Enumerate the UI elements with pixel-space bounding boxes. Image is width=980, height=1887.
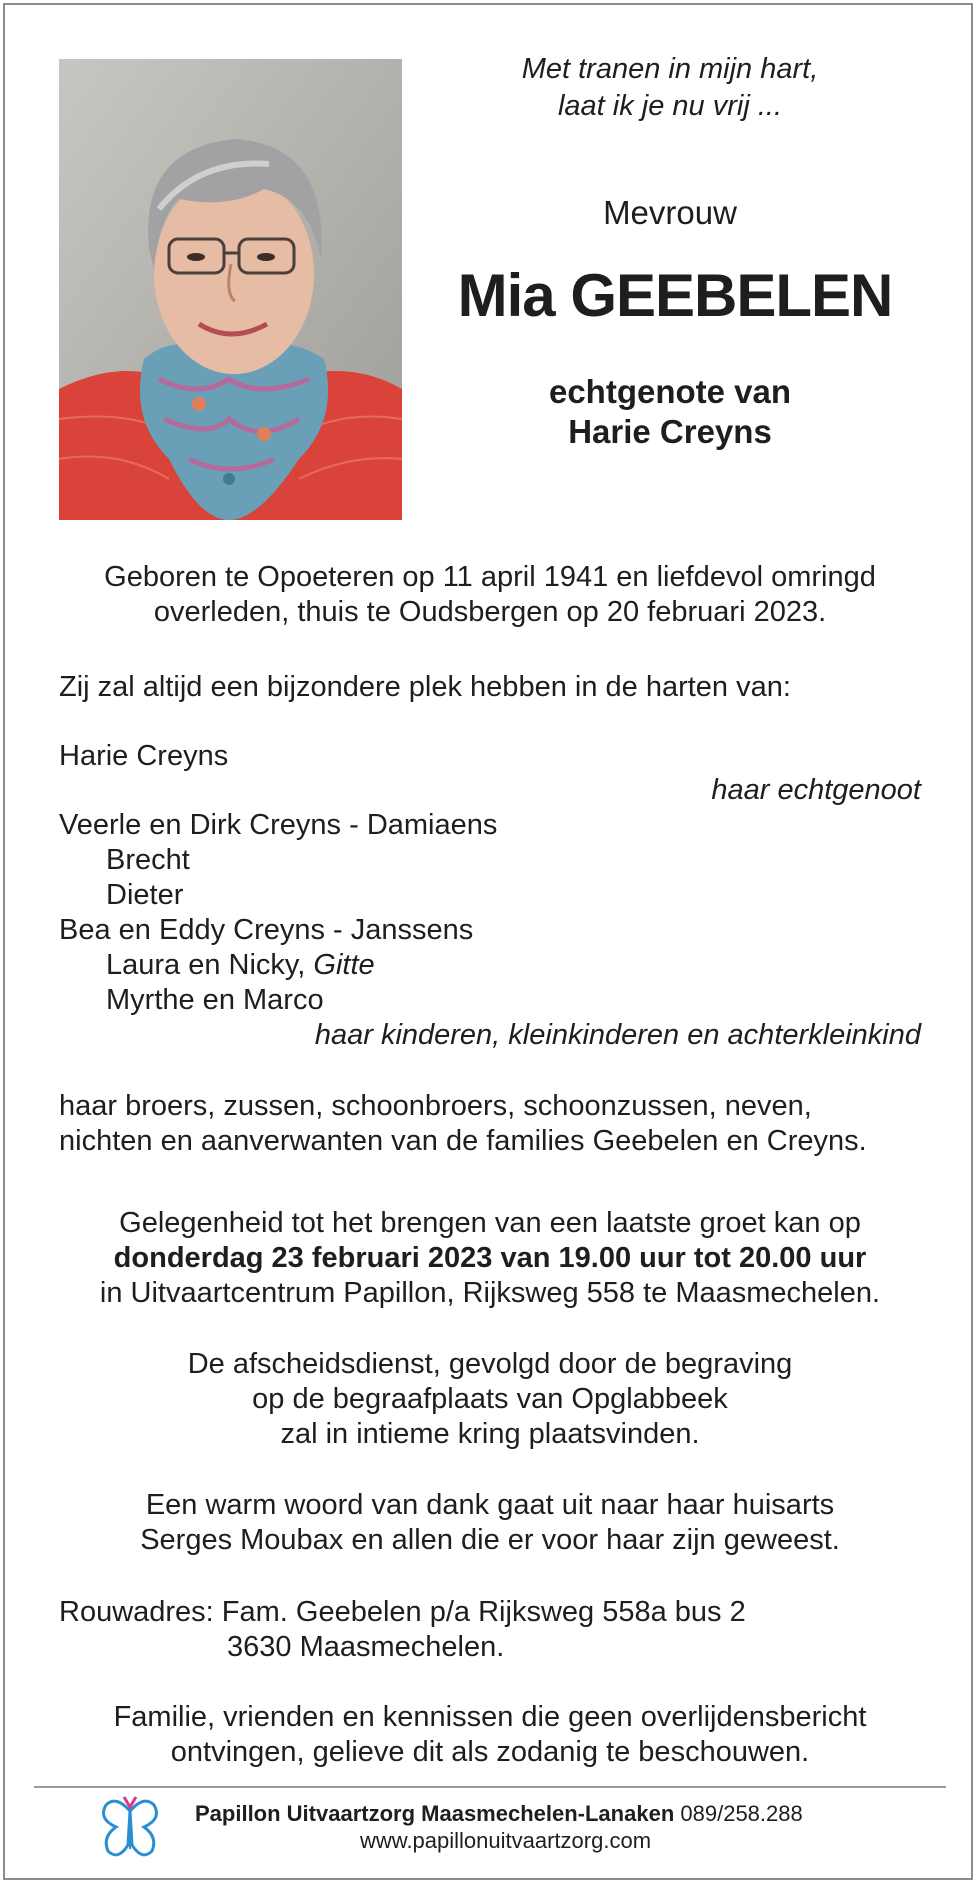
- mourning-address: Rouwadres: Fam. Geebelen p/a Rijksweg 558a bus 2: [59, 1596, 746, 1628]
- service-line-3: zal in intieme kring plaatsvinden.: [280, 1418, 700, 1450]
- visitation: [40, 1206, 940, 1311]
- family-line-1: Veerle en Dirk Creyns - Damiaens: [59, 809, 498, 841]
- footer-divider: [34, 1786, 946, 1788]
- husband-relation: haar echtgenoot: [711, 774, 921, 806]
- grandchild-3-main: Laura en Nicky,: [106, 949, 306, 981]
- funeral-service: [40, 1347, 940, 1452]
- birth-line-1: Geboren te Opoeteren op 11 april 1941 en liefdevol omringd: [104, 561, 876, 593]
- grandchild-1: Brecht: [106, 844, 190, 876]
- notice: [40, 1700, 940, 1770]
- relatives-line-1: haar broers, zussen, schoonbroers, schoonzussen, neven,: [59, 1090, 812, 1122]
- footer-phone: 089/258.288: [680, 1801, 803, 1826]
- relatives-line-2: nichten en aanverwanten van de families Geebelen en Creyns.: [59, 1125, 867, 1157]
- grandchild-3: [106, 948, 375, 983]
- spouse-label: echtgenote van: [548, 373, 792, 410]
- honorific: Mevrouw: [603, 194, 737, 231]
- service-line-1: De afscheidsdienst, gevolgd door de begraving: [187, 1348, 793, 1380]
- butterfly-logo-icon: [100, 1793, 160, 1868]
- spouse-name: Harie Creyns: [568, 413, 772, 450]
- footer-website[interactable]: www.papillonuitvaartzorg.com: [360, 1828, 652, 1853]
- thanks-line-1: Een warm woord van dank gaat uit naar haar huisarts: [145, 1489, 835, 1521]
- birth-info: [40, 560, 940, 630]
- grandchild-4: Myrthe en Marco: [106, 984, 324, 1016]
- poem: [430, 51, 910, 125]
- notice-line-1: Familie, vrienden en kennissen die geen overlijdensbericht: [113, 1701, 867, 1733]
- great-grandchild: Gitte: [313, 949, 375, 981]
- husband-name: Harie Creyns: [59, 740, 229, 772]
- visit-datetime: donderdag 23 februari 2023 van 19.00 uur tot 20.00 uur: [113, 1242, 867, 1274]
- poem-line-2: laat ik je nu vrij ...: [557, 90, 783, 122]
- spouse-block: [430, 372, 910, 452]
- family-intro: Zij zal altijd een bijzondere plek hebben in de harten van:: [59, 671, 791, 703]
- visit-location: in Uitvaartcentrum Papillon, Rijksweg 558 te Maasmechelen.: [99, 1277, 881, 1309]
- thanks: [40, 1488, 940, 1558]
- portrait-photo: [59, 59, 402, 520]
- mourning-address-city: 3630 Maasmechelen.: [227, 1631, 505, 1663]
- birth-line-2: overleden, thuis te Oudsbergen op 20 februari 2023.: [153, 596, 827, 628]
- relatives: [59, 1089, 867, 1159]
- footer-company: Papillon Uitvaartzorg Maasmechelen-Lanaken: [195, 1801, 675, 1826]
- notice-line-2: ontvingen, gelieve dit als zodanig te beschouwen.: [170, 1736, 810, 1768]
- deceased-name: Mia GEEBELEN: [457, 262, 893, 329]
- family-line-2: Bea en Eddy Creyns - Janssens: [59, 914, 474, 946]
- footer-company-line: [195, 1799, 803, 1828]
- thanks-line-2: Serges Moubax en allen die er voor haar zijn geweest.: [140, 1524, 840, 1556]
- poem-line-1: Met tranen in mijn hart,: [521, 53, 819, 85]
- service-line-2: op de begraafplaats van Opglabbeek: [252, 1383, 728, 1415]
- family-relation: haar kinderen, kleinkinderen en achterkleinkind: [314, 1019, 921, 1051]
- grandchild-2: Dieter: [106, 879, 184, 911]
- visit-line-1: Gelegenheid tot het brengen van een laatste groet kan op: [119, 1207, 861, 1239]
